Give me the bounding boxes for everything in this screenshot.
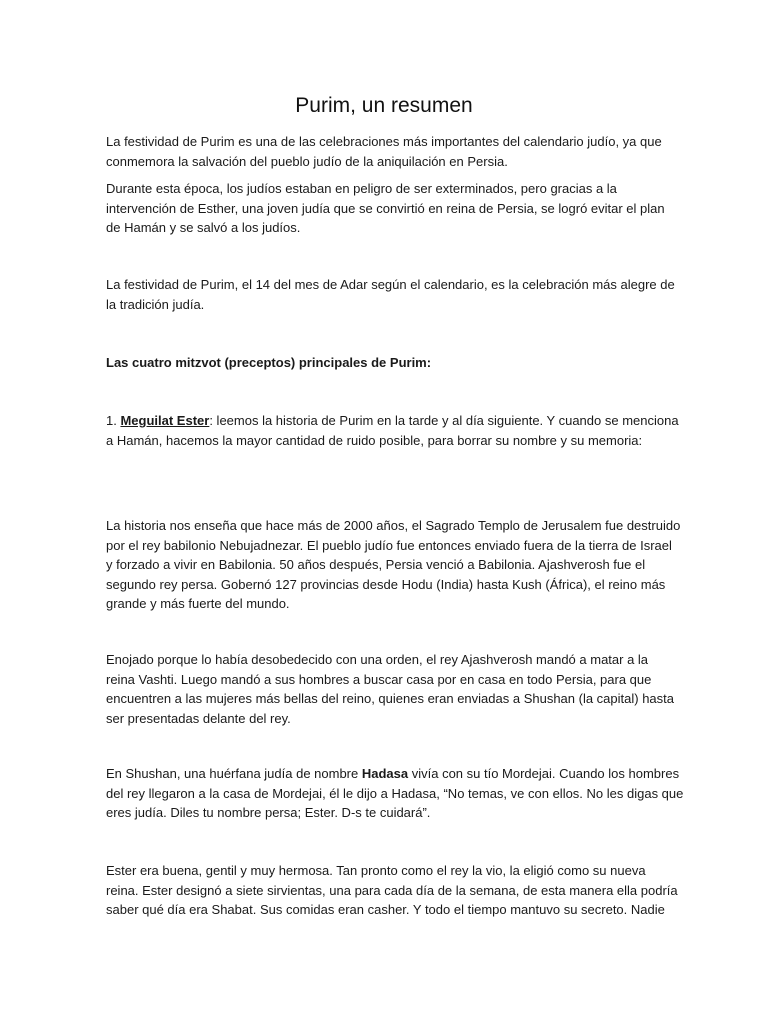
text-line: Ester era buena, gentil y muy hermosa. Tan pronto como el rey la vio, la eligió como su nueva: [106, 863, 646, 878]
text-line: Durante esta época, los judíos estaban en peligro de ser exterminados, pero gracias a la: [106, 181, 617, 196]
text-line: La festividad de Purim, el 14 del mes de Adar según el calendario, es la celebración más alegre de: [106, 277, 675, 292]
text-fragment: : leemos la historia de Purim en la tarde y al día siguiente. Y cuando se menciona: [209, 413, 679, 428]
text-line: Enojado porque lo había desobedecido con una orden, el rey Ajashverosh mandó a matar a la: [106, 652, 649, 667]
text-line: [106, 764, 680, 784]
text-fragment: En Shushan, una huérfana judía de nombre: [106, 766, 362, 781]
paragraph-history: [106, 516, 681, 614]
text-line: conmemora la salvación del pueblo judío de la aniquilación en Persia.: [106, 153, 508, 169]
text-line: reina. Ester designó a siete sirvientas, una para cada día de la semana, de esta manera ella podría: [106, 882, 678, 898]
paragraph-hadasa: [106, 764, 684, 823]
text-line: de Hamán y se salvó a los judíos.: [106, 220, 301, 235]
text-line: del rey llegaron a la casa de Mordejai, él le dijo a Hadasa, “No temas, ve con ellos. No les digas que: [106, 785, 684, 801]
meguilat-ester-term: Meguilat Ester: [120, 413, 210, 428]
text-line: reina Vashti. Luego mandó a sus hombres a buscar casa por en casa en todo Persia, para que: [106, 671, 652, 687]
text-line: eres judía. Diles tu nombre persa; Ester. D-s te cuidará”.: [106, 805, 431, 820]
text-line: intervención de Esther, una joven judía que se convirtió en reina de Persia, se logró evitar el plan: [106, 200, 665, 216]
paragraph-meguila: [106, 411, 679, 450]
page-title: Purim, un resumen: [295, 94, 473, 117]
paragraph-adar: [106, 275, 675, 314]
text-line: y forzado a vivir en Babilonia. 50 años después, Persia venció a Babilonia. Ajashverosh fue el: [106, 557, 646, 572]
paragraph-intro: [106, 132, 666, 171]
text-line: encuentren a las mujeres más bellas del reino, quienes eran enviadas a Shushan (la capital) hasta: [106, 691, 675, 706]
paragraph-ester-queen: [106, 861, 678, 920]
text-line: saber qué día era Shabat. Sus comidas eran casher. Y todo el tiempo mantuvo su secreto. Nadie: [106, 902, 665, 917]
list-number: 1.: [106, 413, 121, 428]
heading-text: Las cuatro mitzvot (preceptos) principales de Purim:: [106, 355, 432, 370]
text-line: a Hamán, hacemos la mayor cantidad de ruido posible, para borrar su nombre y su memoria:: [106, 432, 643, 448]
hadasa-name: Hadasa: [361, 766, 409, 781]
paragraph-esther: [106, 179, 666, 238]
text-line: segundo rey persa. Gobernó 127 provincias desde Hodu (India) hasta Kush (África), el reino más: [106, 576, 666, 592]
text-line: por el rey babilonio Nebujadnezar. El pueblo judío fue entonces enviado fuera de la tierra de Israel: [106, 537, 672, 553]
section-heading: [106, 353, 666, 373]
paragraph-vashti: [106, 650, 675, 728]
text-line: [106, 411, 679, 431]
text-line: ser presentadas delante del rey.: [106, 710, 291, 726]
text-fragment: vivía con su tío Mordejai. Cuando los hombres: [408, 766, 680, 781]
text-line: la tradición judía.: [106, 296, 205, 312]
text-line: La festividad de Purim es una de las celebraciones más importantes del calendario judío, ya que: [106, 134, 662, 149]
text-line: grande y más fuerte del mundo.: [106, 596, 290, 611]
text-line: La historia nos enseña que hace más de 2000 años, el Sagrado Templo de Jerusalem fue destruido: [106, 518, 681, 533]
